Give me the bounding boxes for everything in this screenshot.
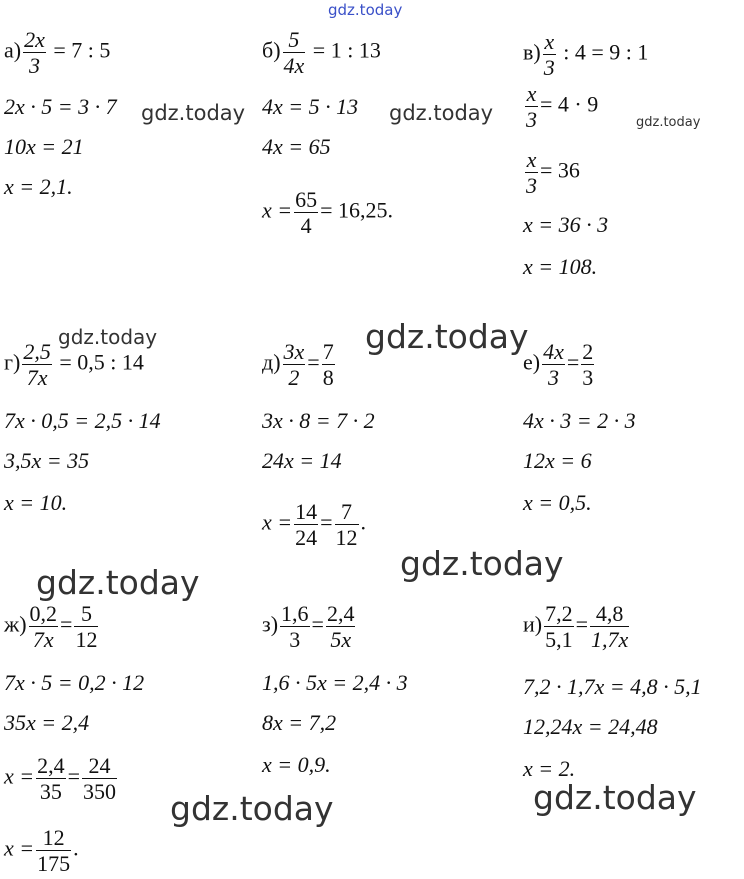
fraction: $\frac{24}{350}$ (83, 753, 117, 805)
step-2: 35x = 2,4 (4, 710, 90, 735)
fraction: $\frac{x}{3}$ (526, 81, 537, 133)
step-3: x = $\frac{14}{24}$ = $\frac{7}{12}$ . (262, 499, 367, 551)
step-3: x = 2,1. (4, 174, 73, 199)
step-2: 12,24x = 24,48 (523, 714, 658, 739)
step-1: 4x = 5 · 13 (262, 94, 359, 119)
watermark: gdz.today (533, 778, 697, 817)
equation-rhs: = 0,5 : 14 (59, 349, 144, 375)
fraction: $\frac{3x}{2}$ (283, 339, 305, 391)
fraction: $\frac{1,6}{3}$ (281, 601, 309, 653)
watermark: gdz.today (389, 101, 494, 125)
problem-b-equation (262, 28, 381, 77)
step-1: 1,6 · 5x = 2,4 · 3 (262, 670, 408, 695)
fraction: $\frac{5}{12}$ (75, 601, 98, 653)
fraction: $\frac{4,8}{1,7x}$ (591, 601, 629, 653)
watermark: gdz.today (400, 544, 564, 583)
problem-a-equation (4, 28, 110, 77)
problem-label: г) (4, 349, 21, 375)
watermark: gdz.today (365, 317, 529, 356)
step-2: 24x = 14 (262, 448, 342, 473)
watermark: gdz.today (328, 1, 403, 19)
step-3: x = 2. (523, 756, 576, 781)
fraction: $\frac{14}{24}$ (295, 499, 318, 551)
step-3: x = 36 · 3 (523, 212, 609, 237)
fraction: $\frac{65}{4}$ (295, 187, 318, 239)
problem-zh-equation: ж) $\frac{0,2}{7x}$ = $\frac{5}{12}$ (4, 601, 98, 653)
step-3: x = 10. (4, 490, 68, 515)
problem-z-equation: з) $\frac{1,6}{3}$ = $\frac{2,4}{5x}$ (262, 601, 355, 653)
step-1: $\frac{x}{3}$ = 4 · 9 (526, 81, 599, 133)
fraction: $\frac{7}{12}$ (335, 499, 358, 551)
step-2: 3,5x = 35 (4, 448, 90, 473)
watermark: gdz.today (141, 101, 246, 125)
fraction: $\frac{2,5}{7x}$ (23, 339, 51, 391)
fraction: $\frac{2,4}{35}$ (37, 753, 65, 805)
fraction: $\frac{12}{175}$ (37, 825, 71, 877)
fraction: $\frac{7}{8}$ (322, 339, 334, 391)
step-3: x = 0,9. (262, 752, 331, 777)
fraction: $\frac{x}{3}$ (543, 29, 555, 81)
watermark: gdz.today (36, 563, 200, 602)
watermark: gdz.today (170, 789, 334, 828)
problem-label: д) (262, 349, 281, 375)
step-1: 7x · 0,5 = 2,5 · 14 (4, 408, 161, 433)
watermark: gdz.today (58, 325, 158, 349)
equation-rhs: = 1 : 13 (312, 37, 381, 63)
equation-rhs: : 4 = 9 : 1 (563, 39, 649, 65)
step-4: x = $\frac{12}{175}$ . (4, 825, 79, 877)
step-4: x = 108. (523, 254, 598, 279)
problem-label: и) (523, 611, 543, 637)
step-3: x = $\frac{2,4}{35}$ = $\frac{24}{350}$ (4, 753, 117, 805)
step-1: 7x · 5 = 0,2 · 12 (4, 670, 145, 695)
problem-label: в) (523, 39, 541, 65)
step-1: 3x · 8 = 7 · 2 (262, 408, 375, 433)
step-2: 4x = 65 (262, 134, 331, 159)
step-2: 8x = 7,2 (262, 710, 337, 735)
problem-label: з) (262, 611, 279, 637)
watermark: gdz.today (636, 115, 701, 130)
problem-label: е) (523, 349, 541, 375)
problem-i-equation: и) $\frac{7,2}{5,1}$ = $\frac{4,8}{1,7x}$ (523, 601, 629, 653)
fraction: $\frac{2,4}{5x}$ (326, 601, 355, 653)
problem-e-equation: е) $\frac{4x}{3}$ = $\frac{2}{3}$ (523, 339, 594, 391)
step-3: x = 0,5. (523, 490, 592, 515)
step-1: 2x · 5 = 3 · 7 (4, 94, 117, 119)
fraction: $\frac{4x}{3}$ (543, 339, 564, 391)
step-3: x = $\frac{65}{4}$ = 16,25. (262, 187, 394, 239)
fraction: $\frac{2x}{3}$ (24, 27, 45, 79)
fraction: $\frac{2}{3}$ (582, 339, 594, 391)
step-2: 12x = 6 (523, 448, 592, 473)
fraction: $\frac{7,2}{5,1}$ (545, 601, 573, 653)
problem-label: а) (4, 37, 22, 63)
step-1: 4x · 3 = 2 · 3 (523, 408, 636, 433)
step-2: 10x = 21 (4, 134, 84, 159)
step-2: $\frac{x}{3}$ = 36 (526, 147, 580, 199)
fraction: $\frac{0,2}{7x}$ (29, 601, 58, 653)
problem-label: ж) (4, 611, 27, 637)
fraction: $\frac{x}{3}$ (526, 147, 537, 199)
problem-d-equation: д) $\frac{3x}{2}$ = $\frac{7}{8}$ (262, 339, 334, 391)
fraction: $\frac{5}{4x}$ (283, 27, 305, 79)
equation-rhs: = 7 : 5 (53, 37, 111, 63)
problem-label: б) (262, 37, 281, 63)
problem-v-equation (523, 30, 648, 79)
step-1: 7,2 · 1,7x = 4,8 · 5,1 (523, 674, 702, 699)
